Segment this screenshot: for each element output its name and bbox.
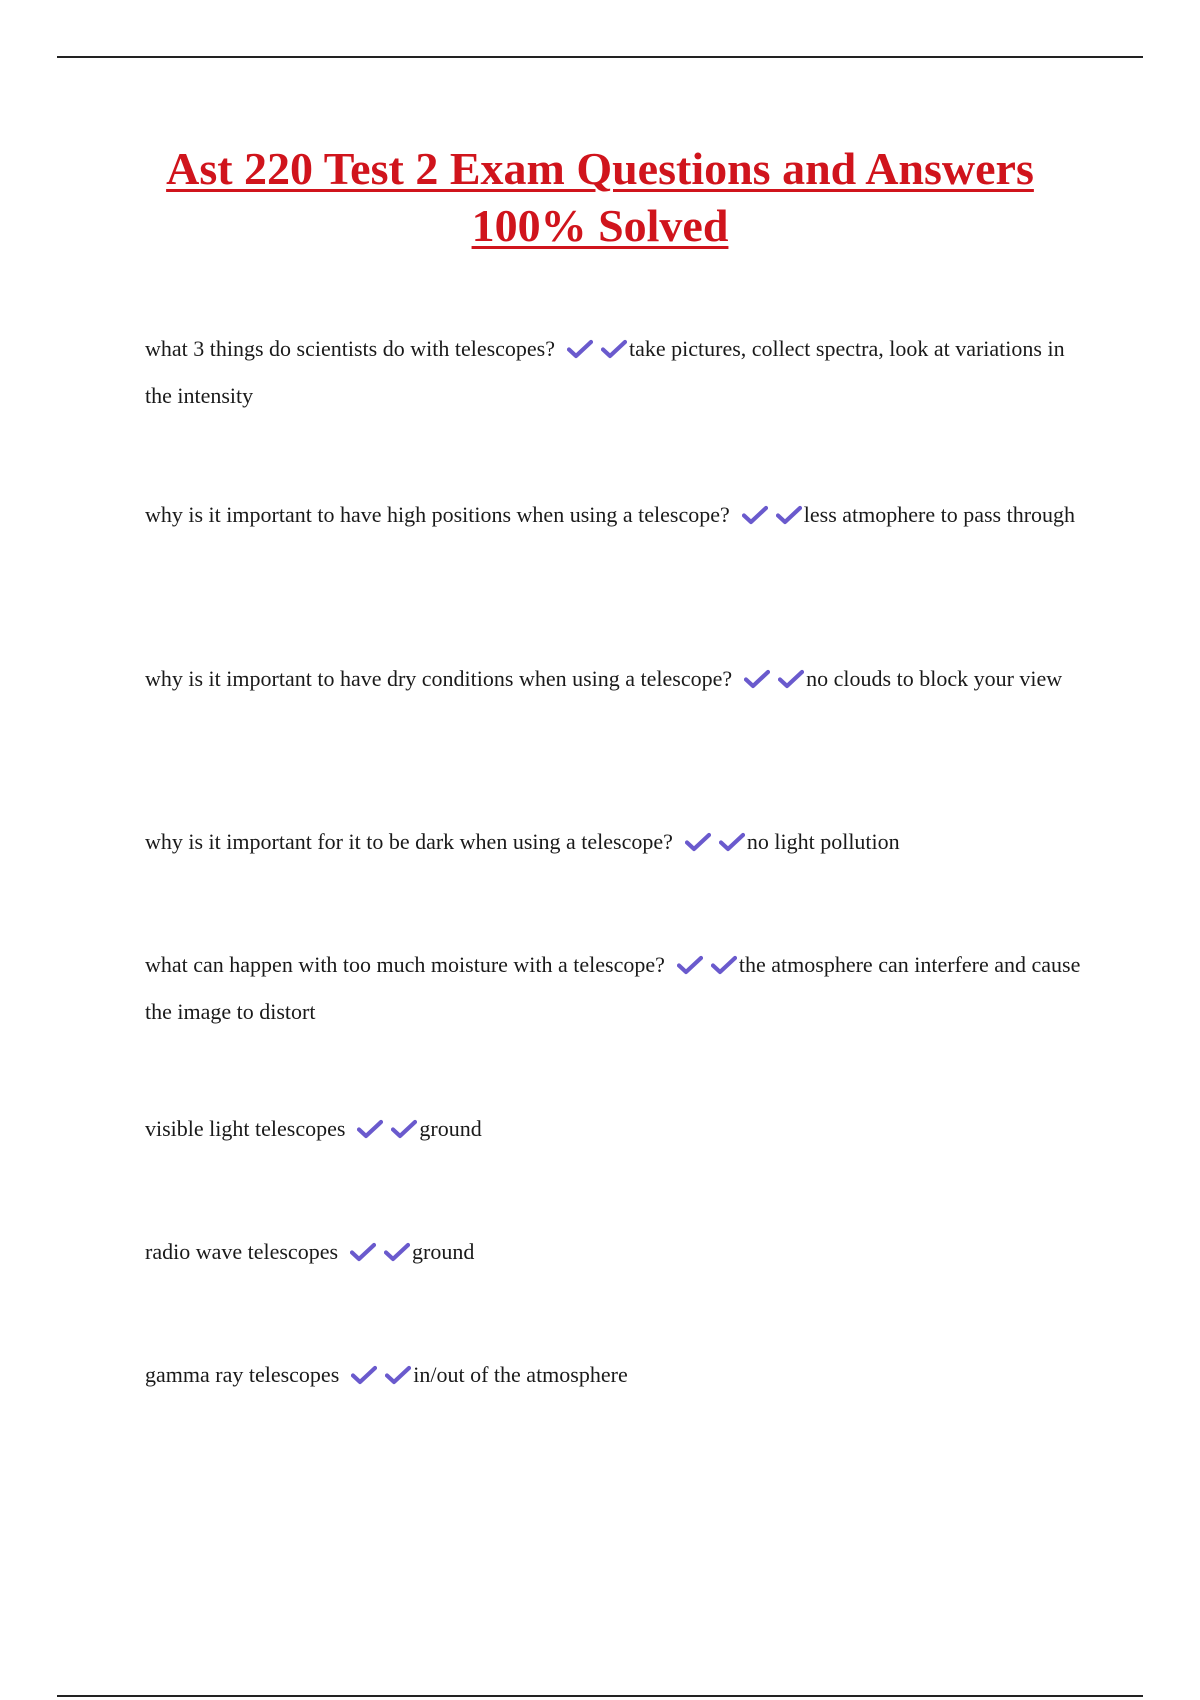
check-icon xyxy=(351,1365,377,1385)
answer-text: the atmosphere can interfere and cause the image to distort xyxy=(145,952,1081,1024)
bottom-rule xyxy=(57,1695,1143,1697)
qa-item xyxy=(145,657,1095,704)
answer-marker xyxy=(350,1233,410,1277)
qa-item xyxy=(145,820,1095,867)
check-icon xyxy=(567,339,593,359)
check-icon xyxy=(677,955,703,975)
answer-text: no clouds to block your view xyxy=(806,666,1063,691)
question-text: what can happen with too much moisture with a telescope? xyxy=(145,952,665,977)
question-text: why is it important for it to be dark when using a telescope? xyxy=(145,829,673,854)
title-line-2: 100% Solved xyxy=(471,200,729,251)
check-icon xyxy=(744,669,770,689)
qa-item xyxy=(145,943,1095,1034)
check-icon xyxy=(385,1365,411,1385)
qa-item xyxy=(145,1107,1095,1154)
check-icon xyxy=(711,955,737,975)
check-icon xyxy=(384,1242,410,1262)
question-text: what 3 things do scientists do with telescopes? xyxy=(145,336,555,361)
answer-marker xyxy=(567,330,627,374)
check-icon xyxy=(742,505,768,525)
answer-text: less atmophere to pass through xyxy=(803,502,1076,527)
answer-text: no light pollution xyxy=(746,829,900,854)
check-icon xyxy=(601,339,627,359)
answer-marker xyxy=(685,823,745,867)
question-text: why is it important to have high positions when using a telescope? xyxy=(145,502,730,527)
check-icon xyxy=(357,1119,383,1139)
qa-item xyxy=(145,1353,1095,1400)
qa-item xyxy=(145,493,1095,540)
check-icon xyxy=(391,1119,417,1139)
answer-text: take pictures, collect spectra, look at variations in the intensity xyxy=(145,336,1065,408)
check-icon xyxy=(350,1242,376,1262)
answer-text: ground xyxy=(419,1116,482,1141)
question-text: gamma ray telescopes xyxy=(145,1362,340,1387)
question-text: visible light telescopes xyxy=(145,1116,346,1141)
check-icon xyxy=(719,832,745,852)
question-text: radio wave telescopes xyxy=(145,1239,339,1264)
check-icon xyxy=(776,505,802,525)
answer-text: in/out of the atmosphere xyxy=(413,1362,628,1387)
answer-marker xyxy=(351,1356,411,1400)
title-line-1: Ast 220 Test 2 Exam Questions and Answers xyxy=(166,143,1034,194)
page-title xyxy=(100,140,1100,254)
check-icon xyxy=(685,832,711,852)
answer-text: ground xyxy=(412,1239,475,1264)
check-icon xyxy=(778,669,804,689)
qa-item xyxy=(145,327,1095,418)
answer-marker xyxy=(744,660,804,704)
question-text: why is it important to have dry conditions when using a telescope? xyxy=(145,666,733,691)
qa-item xyxy=(145,1230,1095,1277)
top-rule xyxy=(57,56,1143,58)
answer-marker xyxy=(742,496,802,540)
answer-marker xyxy=(677,946,737,990)
answer-marker xyxy=(357,1110,417,1154)
